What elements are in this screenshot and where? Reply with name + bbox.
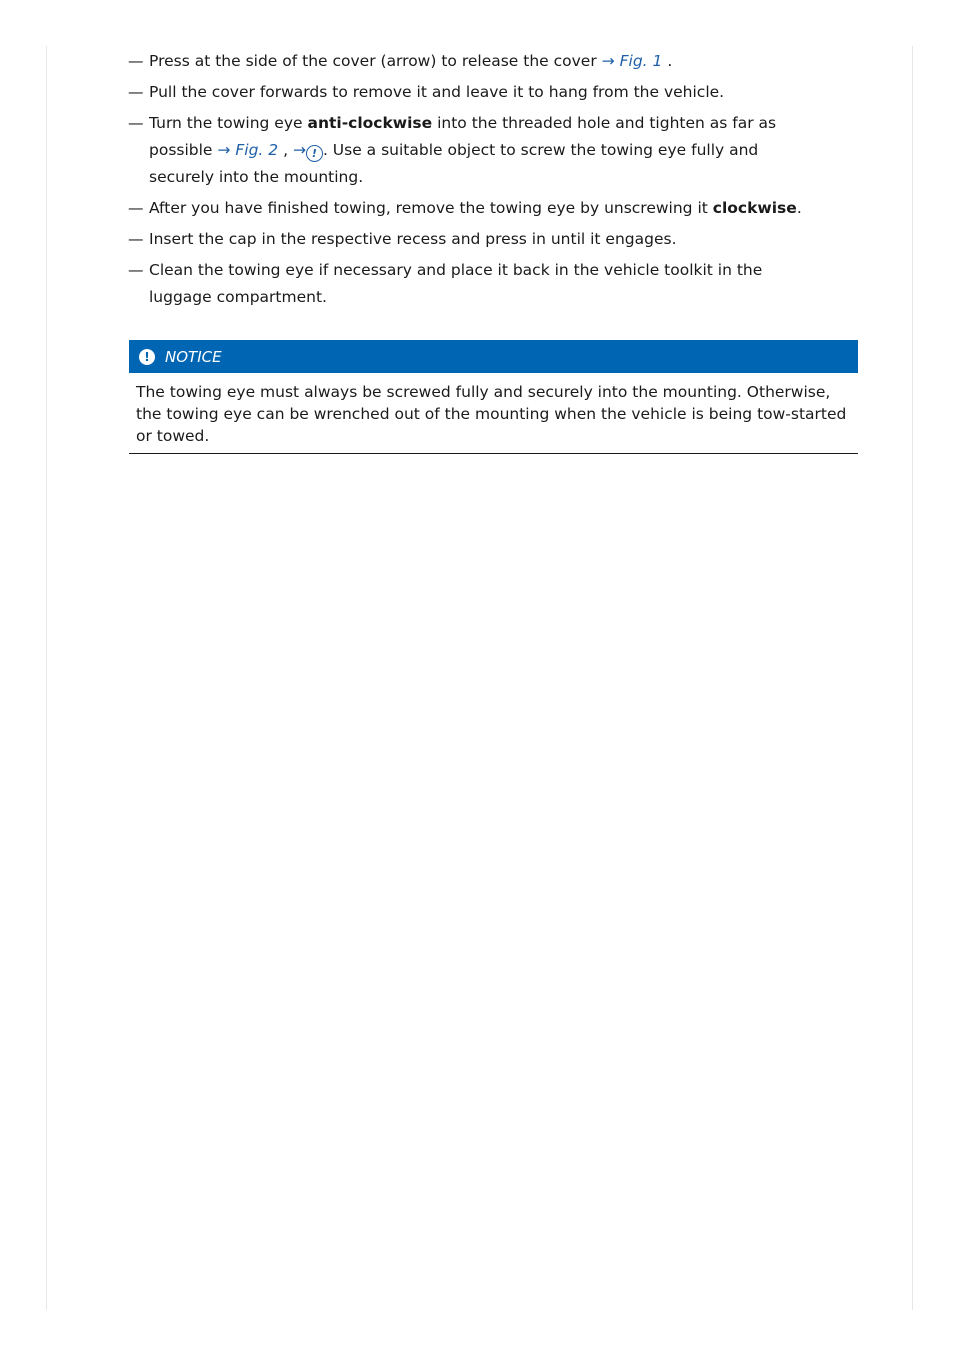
notice-body: The towing eye must always be screwed fully and securely into the mounting. Otherwise, the towing eye can be wrenched out of the mounting when the vehicle is being tow-started or towed. (129, 373, 858, 454)
step-6 (128, 257, 828, 311)
warning-ref-link[interactable] (293, 141, 323, 159)
notice-header (129, 340, 858, 373)
step-text: After you have finished towing, remove the towing eye by unscrewing it (149, 199, 708, 217)
step-text: Clean the towing eye if necessary and place it back in the vehicle toolkit in the luggage compartment. (149, 261, 763, 306)
right-margin-line (912, 46, 913, 1310)
notice-title: NOTICE (165, 347, 222, 366)
step-dash: — (128, 114, 144, 132)
step-emphasis: clockwise (712, 199, 797, 217)
fig-2-link[interactable] (217, 141, 278, 159)
step-text: . Use a suitable object to screw the towing eye fully and securely into the mounting. (149, 141, 759, 186)
step-dash: — (128, 83, 144, 101)
arrow-right-icon: → (601, 52, 615, 70)
step-5 (128, 226, 828, 253)
fig-label: Fig. 1 (619, 52, 663, 70)
step-dash: — (128, 52, 144, 70)
exclamation-icon: ! (139, 349, 155, 365)
step-dash: — (128, 199, 144, 217)
step-2 (128, 79, 828, 106)
step-3 (128, 110, 828, 191)
step-text: Pull the cover forwards to remove it and leave it to hang from the vehicle. (149, 83, 725, 101)
step-text: Insert the cap in the respective recess and press in until it engages. (149, 230, 677, 248)
step-4 (128, 195, 828, 222)
arrow-right-icon: → (292, 141, 306, 159)
step-text: into the threaded hole and tighten as far as possible (149, 114, 777, 159)
step-text: Press at the side of the cover (arrow) to release the cover (149, 52, 597, 70)
fig-label: Fig. 2 (235, 141, 279, 159)
instruction-steps (128, 48, 828, 315)
step-dash: — (128, 261, 144, 279)
notice-circle-icon: ! (306, 145, 323, 162)
fig-1-link[interactable] (602, 52, 663, 70)
step-separator: , (283, 141, 288, 159)
step-text: Turn the towing eye (149, 114, 303, 132)
notice-box (129, 340, 858, 454)
step-dash: — (128, 230, 144, 248)
step-text: . (796, 199, 802, 217)
step-1 (128, 48, 828, 75)
left-margin-line (46, 46, 47, 1310)
step-emphasis: anti-clockwise (307, 114, 433, 132)
step-text: . (667, 52, 673, 70)
arrow-right-icon: → (217, 141, 231, 159)
